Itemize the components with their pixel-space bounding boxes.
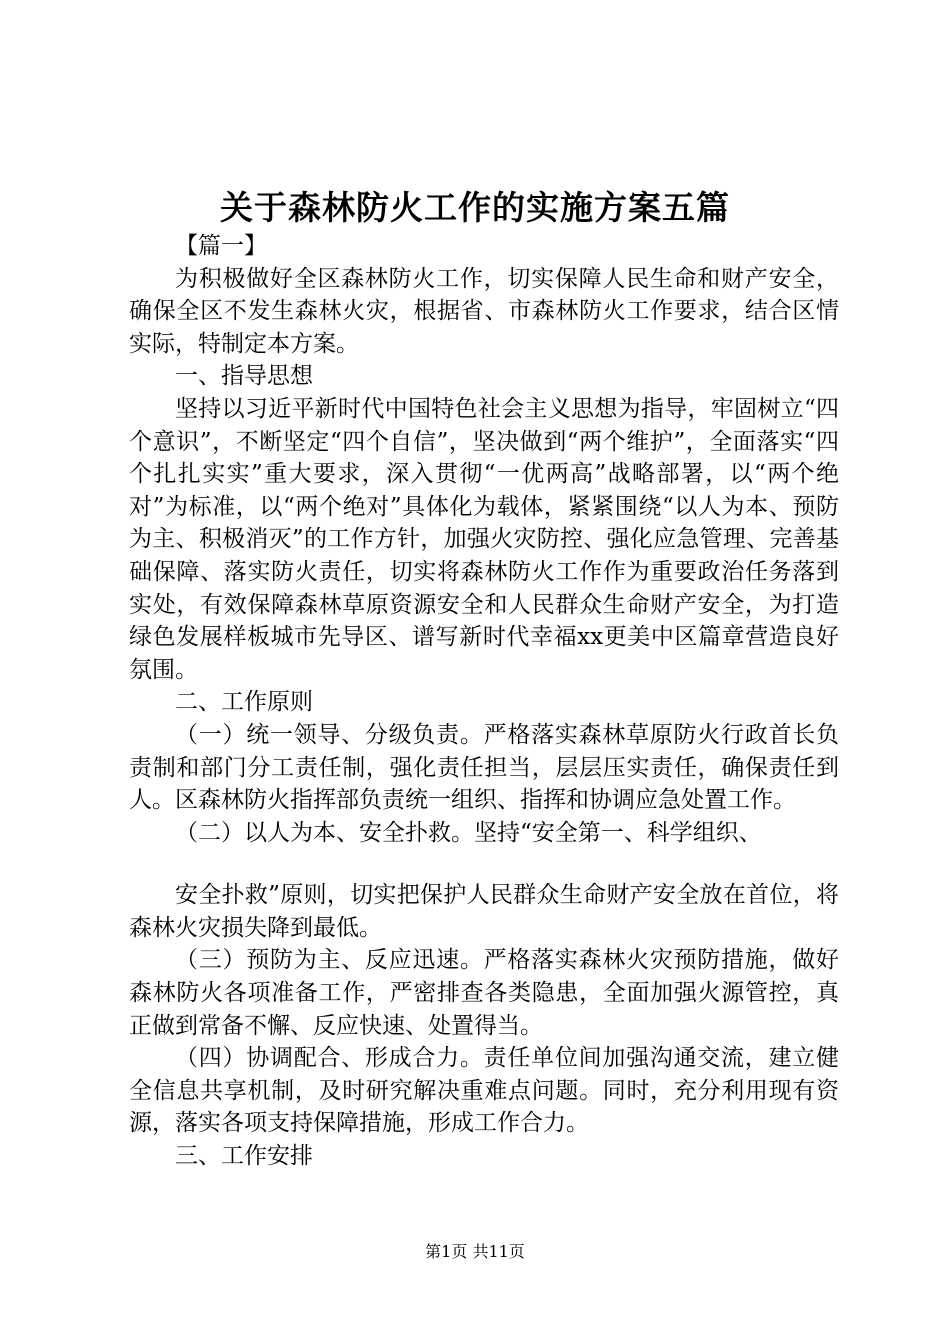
section-heading-work-arrangement: 三、工作安排 xyxy=(175,1143,313,1170)
page-number: 第1页 共11页 xyxy=(425,1242,525,1261)
guiding-ideology-paragraph: 坚持以习近平新时代中国特色社会主义思想为指导，牢固树立“四个意识”，不断坚定“四个自信”，坚决做到“两个维护”，全面落实“四个扎扎实实”重大要求，深入贯彻“一优两高”战略部署，以“两个绝对”为标准，以“两个绝对”具体化为载体，紧紧围绕“以人为本、预防为主、积极消灭”的工作方针，加强火灾防控、强化应急管理、完善基础保障、落实防火责任，切实将森林防火工作作为重要政治任务落到实处，有效保障森林草原资源安全和人民群众生命财产安全，为打造绿色发展样板城市先导区、谱写新时代幸福xx更美中区篇章营造良好氛围。 xyxy=(129,395,839,683)
section-heading-guiding-ideology: 一、指导思想 xyxy=(175,363,313,390)
section-heading-work-principles: 二、工作原则 xyxy=(175,689,313,716)
document-body xyxy=(129,230,839,1173)
section-marker: 【篇一】 xyxy=(175,233,267,259)
principle-1-paragraph: （一）统一领导、分级负责。严格落实森林草原防火行政首长负责制和部门分工责任制，强化责任担当，层层压实责任，确保责任到人。区森林防火指挥部负责统一组织、指挥和协调应急处置工作。 xyxy=(129,721,839,814)
principle-4-paragraph: （四）协调配合、形成合力。责任单位间加强沟通交流，建立健全信息共享机制，及时研究解决重难点问题。同时，充分利用现有资源，落实各项支持保障措施，形成工作合力。 xyxy=(129,1045,839,1137)
intro-paragraph: 为积极做好全区森林防火工作，切实保障人民生命和财产安全，确保全区不发生森林火灾，根据省、市森林防火工作要求，结合区情实际，特制定本方案。 xyxy=(129,265,839,357)
principle-3-paragraph: （三）预防为主、反应迅速。严格落实森林火灾预防措施，做好森林防火各项准备工作，严密排查各类隐患，全面加强火源管控，真正做到常备不懈、反应快速、处置得当。 xyxy=(129,947,839,1039)
paragraph-gap xyxy=(129,849,839,879)
document-title: 关于森林防火工作的实施方案五篇 xyxy=(220,188,730,227)
principle-2-paragraph-start: （二）以人为本、安全扑救。坚持“安全第一、科学组织、 xyxy=(175,819,762,846)
principle-2-paragraph-end: 安全扑救”原则，切实把保护人民群众生命财产安全放在首位，将森林火灾损失降到最低。 xyxy=(129,882,839,941)
